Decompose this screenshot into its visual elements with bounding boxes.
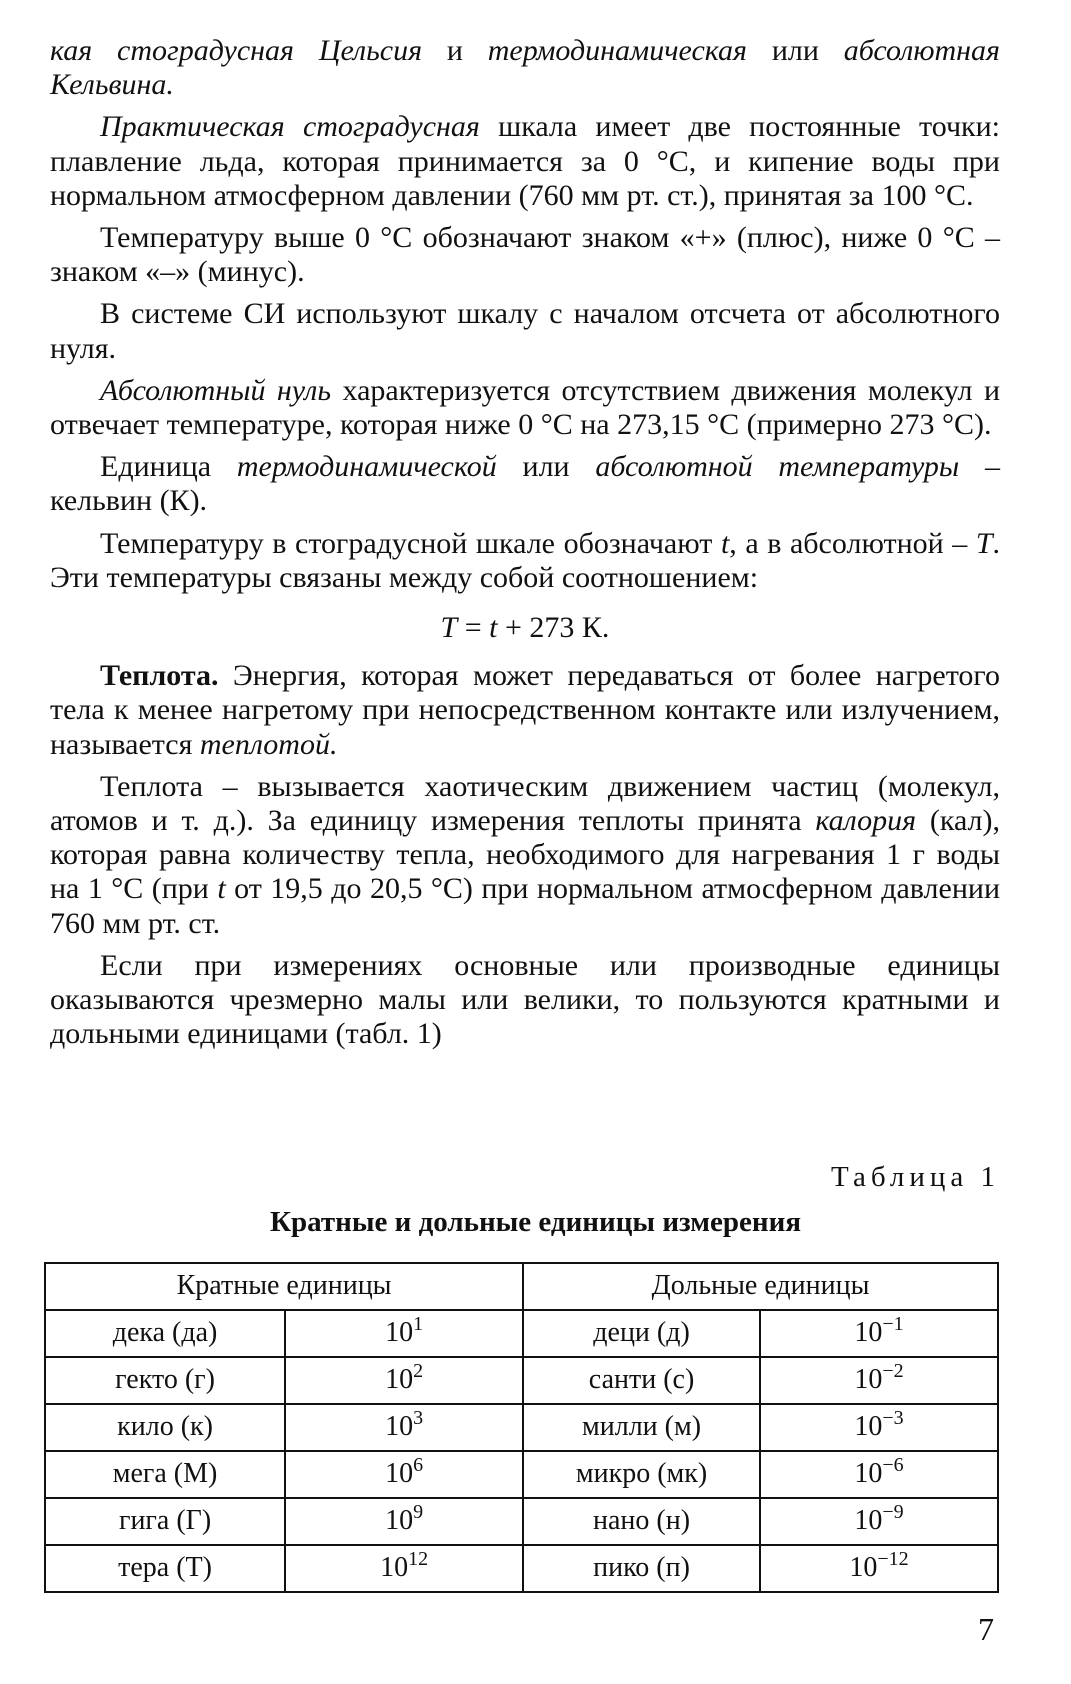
submultiple-factor-cell <box>760 1310 998 1357</box>
text-run: Абсолютный нуль <box>100 373 332 407</box>
multiple-prefix-cell: кило (к) <box>45 1404 285 1451</box>
multiple-factor-cell <box>285 1357 523 1404</box>
submultiple-prefix-cell: микро (мк) <box>523 1451 760 1498</box>
text-run: + 273 К. <box>497 611 610 645</box>
multiple-factor-cell <box>285 1404 523 1451</box>
text-run: T <box>975 526 993 560</box>
power-exponent: −3 <box>882 1407 904 1430</box>
text-run: шкала имеет две постоянные точки: плавление льда, которая принимается за 0 °C, и кипение воды при нормальном атмосферном давлении (760 мм рт. ст.), принятая за 100 °C. <box>50 110 1000 212</box>
body-text <box>50 34 1000 1051</box>
text-run: Если при измерениях основные или производные единицы оказываются чрезмерно малы или велики, то пользуются кратными и дольными единицами (табл. 1) <box>50 948 1000 1051</box>
power-base: 10 <box>854 1364 883 1396</box>
submultiple-factor-cell <box>760 1357 998 1404</box>
power-base: 10 <box>849 1552 878 1584</box>
power-base: 10 <box>854 1458 883 1490</box>
power-exponent: 3 <box>413 1407 424 1430</box>
power-exponent: 6 <box>413 1454 424 1477</box>
text-run: , а в абсолютной – <box>729 526 976 560</box>
paragraph <box>50 659 1000 762</box>
table-row <box>45 1545 998 1592</box>
text-run: калория <box>815 804 917 838</box>
power-exponent: −1 <box>882 1313 904 1336</box>
text-run: В системе СИ используют шкалу с началом отсчета от абсолютного нуля. <box>50 297 1000 365</box>
text-run: Единица <box>100 450 237 484</box>
submultiple-factor-cell <box>760 1498 998 1545</box>
text-run: Теплота – вызывается хаотическим движением частиц (молекул, атомов и т. д.). За единицу измерения теплоты принята <box>50 769 1000 838</box>
text-run: абсолютной температуры <box>595 450 960 484</box>
text-run: характеризуется отсутствием движения молекул и отвечает температуре, которая ниже 0 °C на 273,15 °C (примерно 273 °C). <box>50 373 1001 442</box>
formula <box>50 611 1000 645</box>
text-run: термодинамической <box>236 450 497 484</box>
text-run: – кельвин (К). <box>50 450 1000 518</box>
text-run: t <box>489 611 498 645</box>
table-row <box>45 1310 998 1357</box>
units-table <box>44 1262 999 1593</box>
multiple-factor-cell <box>285 1498 523 1545</box>
paragraph <box>50 450 1000 518</box>
header-multiple-units: Кратные единицы <box>45 1263 523 1310</box>
power-base: 10 <box>385 1505 414 1537</box>
table-row <box>45 1357 998 1404</box>
text-run: Практическая стоградусная <box>100 110 480 144</box>
text-run: кая стоградусная Цельсия <box>50 34 423 67</box>
table-row <box>45 1404 998 1451</box>
paragraph <box>50 949 1000 1052</box>
multiple-prefix-cell: дека (да) <box>45 1310 285 1357</box>
paragraph <box>50 527 1000 595</box>
paragraph <box>50 110 1000 213</box>
text-run: термодинамическая <box>487 34 747 67</box>
power-base: 10 <box>385 1458 414 1490</box>
table-row <box>45 1451 998 1498</box>
power-exponent: −6 <box>882 1454 904 1477</box>
power-exponent: 12 <box>408 1548 429 1571</box>
power-base: 10 <box>385 1411 414 1443</box>
submultiple-prefix-cell: милли (м) <box>523 1404 760 1451</box>
power-exponent: 1 <box>413 1313 424 1336</box>
header-submultiple-units: Дольные единицы <box>523 1263 998 1310</box>
submultiple-prefix-cell: деци (д) <box>523 1310 760 1357</box>
multiple-factor-cell <box>285 1545 523 1592</box>
multiple-prefix-cell: мега (М) <box>45 1451 285 1498</box>
power-base: 10 <box>854 1411 883 1443</box>
text-run: Температуру выше 0 °C обозначают знаком «+» (плюс), ниже 0 °C – знаком «–» (минус). <box>50 221 1000 289</box>
multiple-factor-cell <box>285 1310 523 1357</box>
multiple-factor-cell <box>285 1451 523 1498</box>
page-number: 7 <box>978 1611 994 1647</box>
paragraph <box>50 34 1000 102</box>
power-exponent: 2 <box>413 1360 424 1383</box>
submultiple-factor-cell <box>760 1451 998 1498</box>
multiple-prefix-cell: гекто (г) <box>45 1357 285 1404</box>
text-run: и <box>422 34 488 67</box>
text-run: Температуру в стоградусной шкале обозначают <box>100 526 721 560</box>
power-exponent: −2 <box>882 1360 904 1383</box>
submultiple-prefix-cell: санти (с) <box>523 1357 760 1404</box>
power-base: 10 <box>854 1505 883 1537</box>
power-exponent: 9 <box>413 1501 424 1524</box>
power-exponent: −9 <box>882 1501 904 1524</box>
text-run: Теплота. <box>100 659 219 693</box>
submultiple-prefix-cell: пико (п) <box>523 1545 760 1592</box>
text-run: T <box>440 611 458 645</box>
submultiple-prefix-cell: нано (н) <box>523 1498 760 1545</box>
paragraph <box>50 374 1000 442</box>
paragraph <box>50 297 1000 365</box>
text-run: теплотой. <box>199 727 338 761</box>
table-header-row <box>45 1263 998 1310</box>
text-run: t <box>720 526 730 560</box>
text-run: или <box>746 34 844 67</box>
text-run: t <box>217 872 226 906</box>
text-run: (кал), которая равна количеству тепла, необходимого для нагревания 1 г воды на 1 °C (при <box>50 804 1000 906</box>
power-exponent: −12 <box>877 1548 909 1571</box>
multiple-prefix-cell: тера (Т) <box>45 1545 285 1592</box>
paragraph <box>50 221 1000 289</box>
table-row <box>45 1498 998 1545</box>
submultiple-factor-cell <box>760 1404 998 1451</box>
text-run: от 19,5 до 20,5 °C) при нормальном атмосферном давлении 760 мм рт. ст. <box>50 872 1001 940</box>
table-title: Кратные и дольные единицы измерения <box>269 1206 802 1238</box>
power-base: 10 <box>385 1317 414 1349</box>
text-run: . Эти температуры связаны между собой соотношением: <box>50 526 1000 594</box>
text-run: Энергия, которая может передаваться от более нагретого тела к менее нагретому при непосредственном контакте или излучением, называется <box>50 659 1000 761</box>
power-base: 10 <box>380 1552 409 1584</box>
paragraph <box>50 770 1000 941</box>
power-base: 10 <box>854 1317 883 1349</box>
table-label: Таблица 1 <box>830 1161 1000 1193</box>
multiple-prefix-cell: гига (Г) <box>45 1498 285 1545</box>
submultiple-factor-cell <box>760 1545 998 1592</box>
power-base: 10 <box>385 1364 414 1396</box>
text-run: абсолютная Кельвина. <box>50 34 1000 102</box>
text-run: = <box>457 611 490 645</box>
text-run: или <box>496 450 596 484</box>
